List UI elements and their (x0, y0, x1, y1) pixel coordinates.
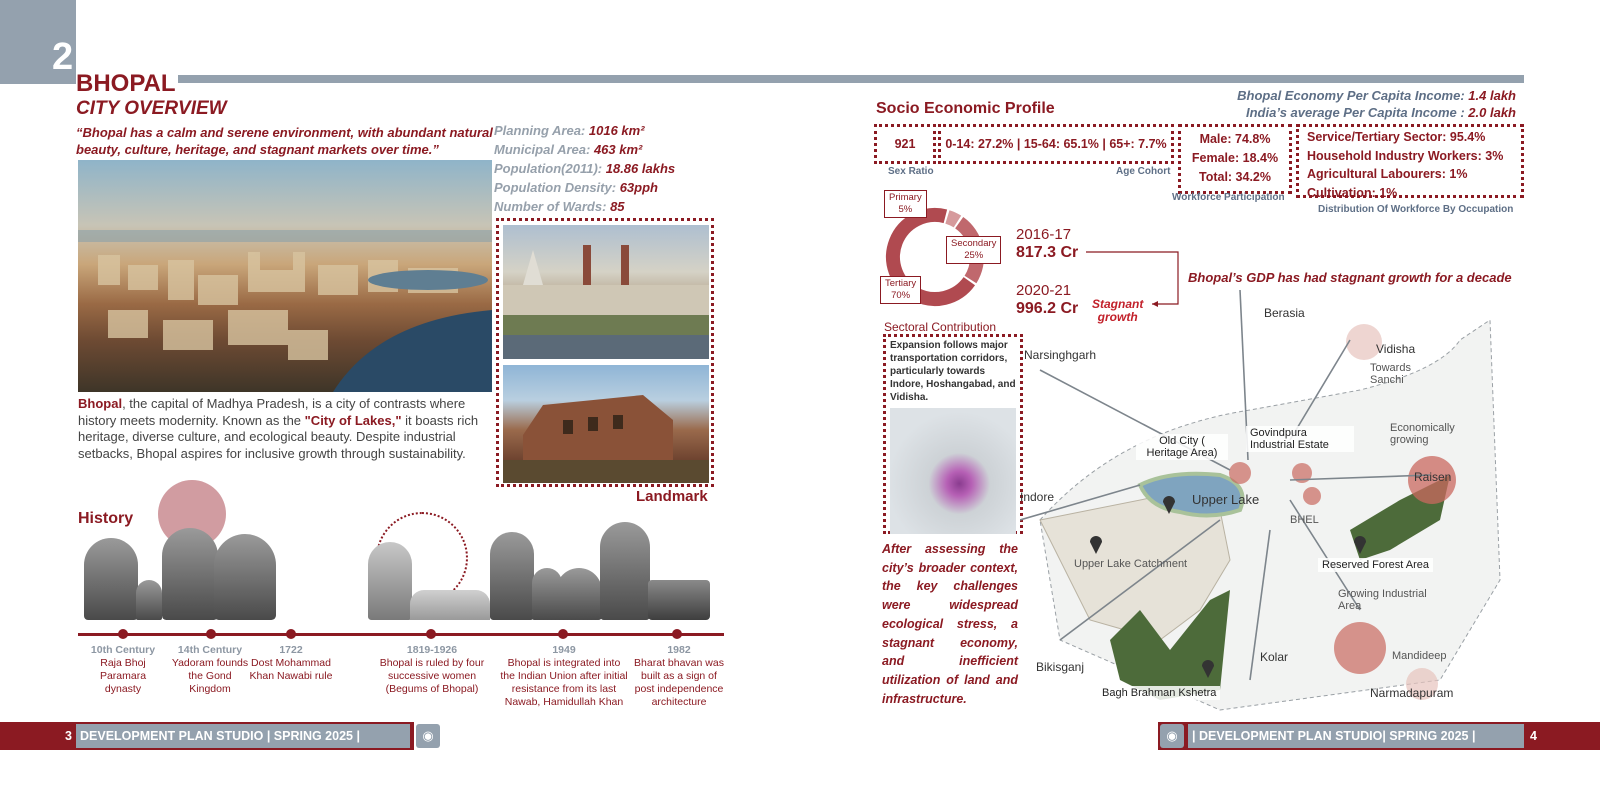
stat-density: Population Density: 63pph (494, 180, 658, 195)
chart-title: Sectoral Contribution (884, 320, 997, 334)
timeline-axis (78, 633, 724, 636)
workforce-label: Workforce Participation (1172, 192, 1285, 203)
donut-label-secondary: Secondary 25% (946, 236, 1001, 264)
timeline-dot (672, 629, 682, 639)
page-subtitle: CITY OVERVIEW (76, 98, 227, 119)
map-label-growing-industrial: Growing Industrial Area (1338, 588, 1427, 612)
footer-text-left: DEVELOPMENT PLAN STUDIO | SPRING 2025 | BHOPAL | (76, 724, 410, 748)
timeline-dot (426, 629, 436, 639)
expansion-box (883, 334, 1023, 534)
india-income: India’s average Per Capita Income : 2.0 lakh (1245, 105, 1516, 120)
map-label-reserved-forest: Reserved Forest Area (1318, 558, 1433, 572)
age-cohort-box: 0-14: 27.2% | 15-64: 65.1% | 65+: 7.7% (938, 124, 1174, 164)
workforce-box: Male: 74.8% Female: 18.4% Total: 34.2% (1178, 124, 1292, 194)
gdp-note: Bhopal’s GDP has had stagnant growth for a decade (1188, 270, 1512, 285)
history-title: History (78, 510, 134, 527)
expansion-text: Expansion follows major transportation corridors, particularly towards Indore, Hoshangabad, and Vidisha. (890, 340, 1016, 403)
stagnant-growth-label: Stagnant growth (1092, 297, 1144, 324)
donut-slice-primary (947, 217, 957, 222)
header-rule (178, 75, 1524, 83)
donut-label-tertiary: Tertiary 70% (880, 276, 921, 304)
stat-municipal-area: Municipal Area: 463 km² (494, 142, 643, 157)
map-label-bagh-brahman: Bagh Brahman Kshetra (1098, 686, 1220, 700)
stat-wards: Number of Wards: 85 (494, 199, 625, 214)
sex-ratio-box: 921 (874, 124, 936, 164)
assessment-text: After assessing the city’s broader context, the key challenges were widespread ecological stress, a stagnant economy, and inefficient utilization of land and infrastructure. (882, 542, 1018, 706)
map-label-old-city: Old City ( Heritage Area) (1136, 434, 1228, 460)
map-label-narmadapuram: Narmadapuram (1370, 686, 1454, 700)
studio-logo-icon: ◉ (1160, 724, 1184, 748)
landmark-fort-photo (503, 365, 709, 483)
footer-page-number-right: 4 (1530, 729, 1537, 743)
city-stats (494, 121, 675, 216)
chapter-number: 2 (52, 36, 74, 78)
map-label-mandideep: Mandideep (1392, 650, 1447, 662)
city-aerial-photo (78, 160, 492, 392)
map-label-kolar: Kolar (1260, 650, 1289, 664)
timeline-dot (558, 629, 568, 639)
city-quote: “Bhopal has a calm and serene environment, with abundant natural beauty, culture, heritage, and stagnant markets over time.” (76, 125, 493, 157)
map-label-sanchi: Towards Sanchi (1370, 362, 1411, 386)
map-label-upper-lake-catchment: Upper Lake Catchment (1074, 558, 1188, 570)
page-title: BHOPAL (76, 70, 176, 97)
regional-map (1020, 280, 1524, 716)
timeline-item: 1819-1926 Bhopal is ruled by four successive women (Begums of Bhopal) (379, 644, 485, 695)
timeline-dot (286, 629, 296, 639)
landmark-label: Landmark (636, 488, 708, 505)
map-label-bhel: BHEL (1290, 514, 1319, 526)
bhopal-income: Bhopal Economy Per Capita Income: 1.4 lakh (1237, 88, 1516, 103)
studio-logo-icon: ◉ (416, 724, 440, 748)
city-description: Bhopal, the capital of Madhya Pradesh, is a city of contrasts where history meets modernity. Known as the "City of Lakes," it boasts rich heritage, diverse culture, and ecological beauty. Despite industrial setbacks, Bhopal aspires for inclusive growth through sustainability. (78, 396, 479, 461)
map-label-upper-lake: Upper Lake (1192, 492, 1260, 507)
map-label-berasia: Berasia (1264, 306, 1305, 320)
age-cohort-label: Age Cohort (1116, 166, 1171, 177)
landmark-frame (496, 218, 714, 487)
map-label-indore: Indore (1020, 490, 1055, 504)
map-label-economically-growing: Economically growing (1390, 422, 1455, 446)
gdp-value-2: 996.2 Cr (1016, 300, 1079, 317)
map-label-govindpura: Govindpura Industrial Estate (1246, 426, 1354, 452)
timeline-dot (206, 629, 216, 639)
landmark-mosque-photo (503, 225, 709, 359)
stat-population: Population(2011): 18.86 lakhs (494, 161, 676, 176)
sex-ratio-label: Sex Ratio (888, 166, 934, 177)
occupation-box: Service/Tertiary Sector: 95.4% Household Industry Workers: 3% Agricultural Labourers: 1% Cultivation: 1% (1296, 124, 1524, 198)
footer-page-number-left: 3 (65, 729, 72, 743)
gdp-year-2: 2020-21 (1016, 282, 1072, 299)
timeline-item: 1949 Bhopal is integrated into the Indian Union after initial resistance from its last Nawab, Hamidullah Khan (500, 644, 628, 708)
occupation-label: Distribution Of Workforce By Occupation (1318, 204, 1514, 215)
map-label-bikisganj: Bikisganj (1036, 660, 1085, 674)
map-label-narsinghgarh: Narsinghgarh (1024, 348, 1097, 362)
map-label-raisen: Raisen (1414, 470, 1452, 484)
timeline-item: 1982 Bharat bhavan was built as a sign of post independence architecture (634, 644, 724, 708)
timeline-dot (118, 629, 128, 639)
section-title: Socio Economic Profile (876, 100, 1055, 117)
footer-text-right: | DEVELOPMENT PLAN STUDIO| SPRING 2025 | BHOPAL (1188, 724, 1524, 748)
urban-expansion-map (890, 408, 1016, 534)
gdp-year-1: 2016-17 (1016, 226, 1072, 243)
gdp-value-1: 817.3 Cr (1016, 244, 1079, 261)
map-label-vidisha: Vidisha (1376, 342, 1416, 356)
timeline-item: 10th Century Raja Bhoj Paramara dynasty (90, 644, 156, 695)
history-portrait-collage (78, 520, 722, 620)
stat-planning-area: Planning Area: 1016 km² (494, 123, 645, 138)
donut-label-primary: Primary 5% (884, 190, 927, 218)
timeline-item: 14th Century Yadoram founds the Gond Kingdom (171, 644, 249, 695)
timeline-item: 1722 Dost Mohammad Khan Nawabi rule (249, 644, 333, 682)
